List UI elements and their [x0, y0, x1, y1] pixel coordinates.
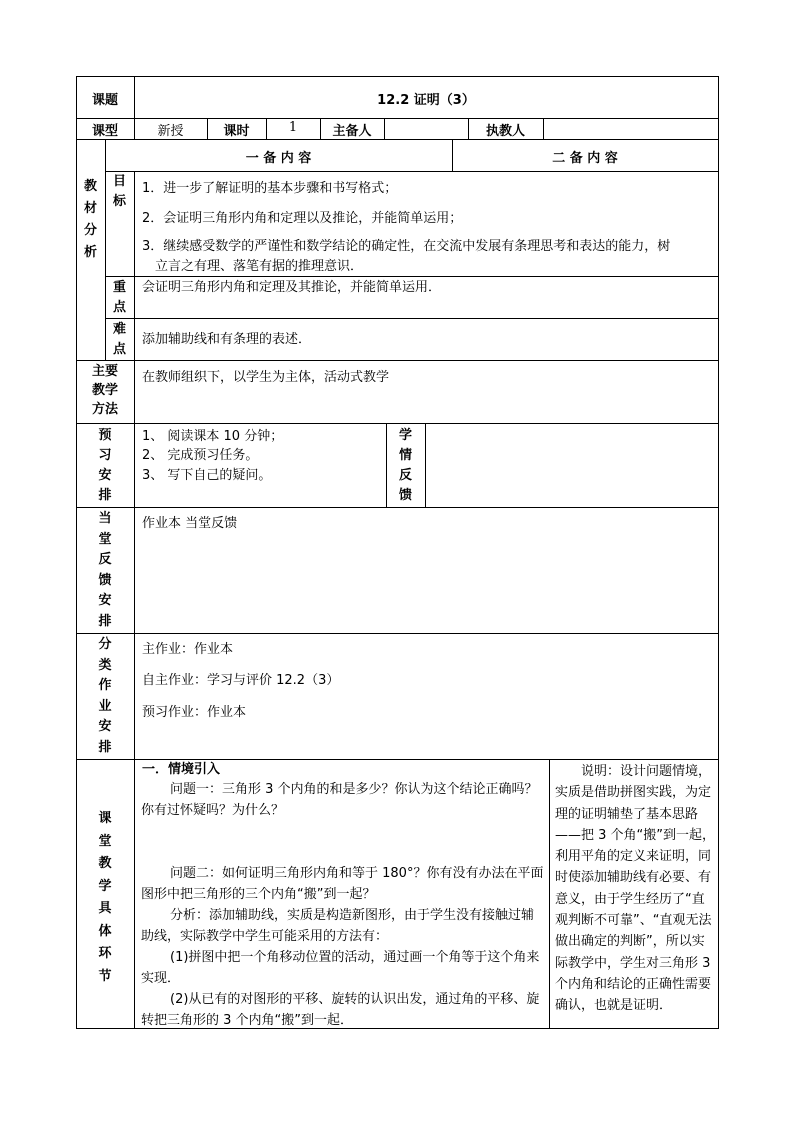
difficulty-label: 难 点: [112, 322, 126, 357]
hours-value: 1: [288, 120, 298, 135]
table-rule: [76, 633, 718, 634]
homework-item: 预习作业：作业本: [142, 705, 247, 720]
analysis-paragraph: 分析：添加辅助线，实质是构造新图形，由于学生没有接触过辅助线，实际教学中学生可能采用的方法有：: [141, 908, 535, 944]
goals-label: 目 标: [112, 174, 126, 209]
analysis-label: 教 材 分 析: [83, 179, 97, 260]
goal-item: 3．继续感受数学的严谨性和数学结论的确定性，在交流中发展有条理思考和表达的能力，树: [142, 239, 671, 254]
method-one: (1)拼图中把一个角移动位置的活动，通过画一个角等于这个角来实现．: [141, 950, 540, 986]
table-rule: [384, 118, 385, 140]
difficulty-text: 添加辅助线和有条理的表述．: [142, 332, 312, 347]
goal-item: 1．进一步了解证明的基本步骤和书写格式；: [142, 181, 398, 196]
table-rule: [134, 171, 135, 361]
preview-item: 2、 完成预习任务。: [142, 448, 259, 463]
table-rule: [76, 139, 718, 140]
homework-item: 主作业：作业本: [142, 642, 234, 657]
table-rule: [76, 423, 718, 424]
teacher-label: 执教人: [485, 124, 525, 139]
table-rule: [549, 759, 550, 1029]
table-rule: [105, 171, 718, 172]
preview-item: 1、 阅读课本 10 分钟；: [142, 429, 284, 444]
goal-item: 立言之有理、落笔有据的推理意识．: [155, 259, 364, 274]
lesson-title: 12.2 证明（3）: [377, 93, 475, 108]
table-rule: [76, 759, 718, 760]
question-one: 问题一：三角形 3 个内角的和是多少？你认为这个结论正确吗？你有过怀疑吗？为什么？: [141, 782, 538, 818]
question-two: 问题二：如何证明三角形内角和等于 180°？你有没有办法在平面图形中把三角形的三个内角“搬”到一起？: [141, 866, 544, 902]
classroom-feedback-label: 当 堂 反 馈 安 排: [98, 511, 112, 629]
feedback-label: 学 情 反 馈: [398, 428, 412, 503]
goal-item: 2．会证明三角形内角和定理以及推论，并能简单运用；: [142, 211, 463, 226]
classroom-feedback-text: 作业本 当堂反馈: [142, 516, 238, 531]
type-value: 新授: [157, 124, 184, 139]
key-points-text: 会证明三角形内角和定理及其推论，并能简单运用．: [142, 280, 442, 295]
methods-label: 主要 教学 方法: [91, 364, 118, 417]
lesson-label: 课 堂 教 学 具 体 环 节: [98, 811, 112, 984]
hours-label: 课时: [223, 124, 250, 139]
type-label: 课型: [91, 124, 118, 139]
table-rule: [105, 276, 718, 277]
homework-label: 分 类 作 业 安 排: [98, 637, 112, 755]
table-rule: [76, 118, 718, 119]
table-rule: [543, 118, 544, 140]
table-rule: [105, 318, 718, 319]
homework-item: 自主作业：学习与评价 12.2（3）: [142, 673, 340, 688]
title-label: 课题: [91, 93, 118, 108]
methods-text: 在教师组织下，以学生为主体，活动式教学: [142, 370, 390, 385]
design-note: 说明：设计问题情境，实质是借助拼图实践，为定理的证明辅垫了基本思路——把 3 个角“搬”到一起，利用平角的定义来证明，同时使添加辅助线有必要、有意义，由于学生经历了“直观判断不可靠”、“直观无法做出确定的判断”，所以实际教学中，学生对三角形 3 个内角和结论的正确性需要确认，也就是证明．: [555, 764, 716, 1014]
first-prep-heading: 一 备 内 容: [245, 151, 312, 166]
table-rule: [425, 423, 426, 508]
second-prep-heading: 二 备 内 容: [552, 151, 618, 166]
table-rule: [76, 360, 718, 361]
table-border-right: [718, 76, 719, 1029]
preview-item: 3、 写下自己的疑问。: [142, 468, 272, 483]
section-title: 一．情境引入: [142, 762, 221, 777]
preview-label: 预 习 安 排: [98, 428, 112, 503]
table-border-top: [76, 76, 718, 77]
table-rule: [76, 507, 718, 508]
method-two: (2)从已有的对图形的平移、旋转的认识出发，通过角的平移、旋转把三角形的 3 个内角“搬”到一起．: [141, 992, 540, 1028]
key-points-label: 重 点: [112, 280, 126, 315]
preparer-label: 主备人: [332, 124, 372, 139]
table-rule: [134, 360, 135, 1029]
